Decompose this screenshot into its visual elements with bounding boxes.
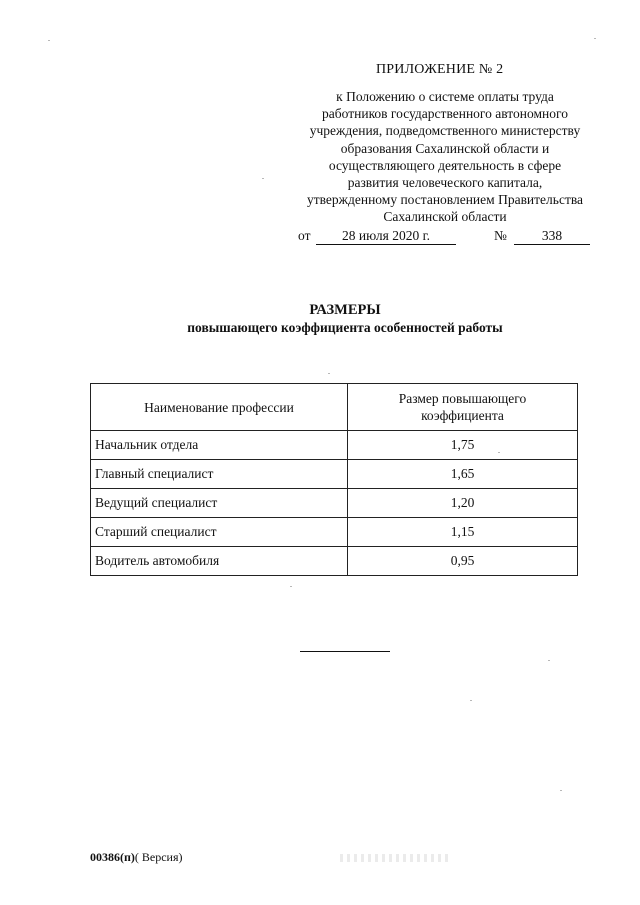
table-row [91, 460, 578, 489]
document-code-id: 00386(п) [90, 850, 135, 864]
table-row [91, 489, 578, 518]
appendix-title: ПРИЛОЖЕНИЕ № 2 [376, 62, 504, 77]
scan-speck [470, 700, 472, 701]
appendix-line: утвержденному постановлением Правительства [306, 192, 584, 208]
end-divider [300, 651, 390, 652]
column-header-coefficient-text: Размер повышающего коэффициента [398, 391, 527, 423]
appendix-reference [280, 88, 610, 226]
table-row [91, 547, 578, 576]
appendix-line: развития человеческого капитала, [347, 175, 543, 191]
coefficient-cell: 1,65 [348, 460, 578, 489]
appendix-line: к Положению о системе оплаты труда [336, 89, 554, 104]
scan-speck [48, 40, 50, 41]
decree-number: 338 [514, 228, 590, 245]
appendix-line: учреждения, подведомственного министерству [309, 123, 581, 139]
appendix-line: осуществляющего деятельность в сфере [328, 157, 562, 173]
scan-speck [548, 660, 550, 661]
scan-speck [594, 38, 596, 39]
scan-speck [560, 790, 562, 791]
scan-speck [328, 373, 330, 374]
coefficient-cell: 1,20 [348, 489, 578, 518]
coefficient-cell: 0,95 [348, 547, 578, 576]
scan-speck [290, 586, 292, 587]
profession-cell: Ведущий специалист [91, 489, 348, 518]
scan-speck [498, 452, 500, 453]
document-code [90, 850, 183, 865]
document-title: РАЗМЕРЫ [309, 302, 381, 318]
decree-date: 28 июля 2020 г. [316, 228, 456, 245]
appendix-line: образования Сахалинской области и [340, 140, 550, 156]
number-label: № [494, 228, 507, 243]
profession-cell: Главный специалист [91, 460, 348, 489]
coefficient-table [90, 383, 578, 576]
profession-cell: Старший специалист [91, 518, 348, 547]
from-label: от [298, 228, 311, 243]
appendix-line: Сахалинской области [383, 209, 507, 225]
coefficient-cell: 1,15 [348, 518, 578, 547]
document-subtitle: повышающего коэффициента особенностей работы [187, 320, 503, 335]
appendix-line: работников государственного автономного [322, 106, 568, 122]
scan-speck [262, 178, 264, 179]
table-row [91, 518, 578, 547]
profession-cell: Водитель автомобиля [91, 547, 348, 576]
coefficient-cell: 1,75 [348, 431, 578, 460]
faint-scan-mark [340, 854, 450, 862]
table-row [91, 431, 578, 460]
document-code-version: ( Версия) [134, 850, 183, 864]
column-header-coefficient [348, 384, 578, 431]
table-header-row [91, 384, 578, 431]
column-header-profession: Наименование профессии [91, 384, 348, 431]
profession-cell: Начальник отдела [91, 431, 348, 460]
decree-date-line [298, 228, 598, 246]
